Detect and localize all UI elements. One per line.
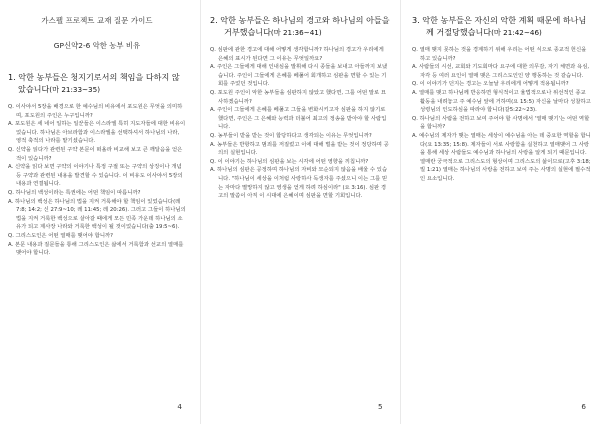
- question-paragraph: [412, 80, 592, 89]
- page-number: 6: [581, 402, 586, 411]
- scripture-range: (마 21:36~41): [270, 28, 322, 37]
- question-paragraph: [8, 103, 186, 120]
- section-heading-1: [8, 71, 186, 96]
- q-text: 농부들이 받을 받는 것이 합당하다고 생각되는 이유는 무엇입니까?: [217, 132, 372, 139]
- a-prefix: A.: [8, 241, 14, 248]
- a-text: 주인은 그들에게 대해 인내심을 발휘해 다시 종들을 보내고 아들까지 보냈습니다. 주인이 그들에게 은혜를 베풀어 회개하고 심판을 면할 수 있는 기회를 주었던 것입니다.: [216, 64, 388, 88]
- q-prefix: Q.: [8, 104, 14, 110]
- page-5: [200, 0, 400, 424]
- q-prefix: Q.: [210, 132, 216, 139]
- q-text: 열매 맺지 못하는 것을 경계하기 위해 우리는 어떤 식으로 종교적 헌신을 하고 있습니까?: [419, 47, 587, 62]
- q-text: 이사야서 5장을 배경으로 한 예수님의 비유에서 포도원은 무엇을 의미하며, 포도원의 주인은 누구입니까?: [15, 104, 183, 119]
- section-heading-text: 1. 악한 농부들은 청지기로서의 책임을 다하지 않았습니다: [8, 72, 180, 94]
- q-text: 신약을 읽다가 관련된 구약 본문이 떠올라 비교해 보고 큰 깨달음을 얻은 적이 있습니까?: [15, 146, 183, 162]
- answer-paragraph: [210, 141, 390, 158]
- a-text: 농부들은 반항하고 범죄를 저질렀고 이에 대해 벌을 받는 것이 정당하며 공의의 실현입니다.: [216, 141, 389, 157]
- q-text: 심판에 관한 경고에 대해 어떻게 생각합니까? 하나님의 경고가 우리에게 은혜의 표시가 된다면 그 이유는 무엇일까요?: [217, 47, 384, 62]
- a-prefix: A.: [412, 89, 418, 96]
- answer-paragraph: [210, 166, 390, 200]
- q-prefix: Q.: [412, 47, 418, 53]
- question-paragraph: [210, 132, 390, 141]
- a-prefix: A.: [210, 107, 216, 114]
- a-text: 하나님의 심판은 공정하며 하나님의 자비와 모순되지 않음을 배울 수 있습니다. "하나님이 세상을 이처럼 사랑하사 독생자를 주셨으니 이는 그를 믿는 자마다 멸망하지 않고 영생을 얻게 하려 하심이라" (요 3:16). 심판 경고의 말씀이 아직 이 시대에 은혜이며 심판을 면할 기회입니다.: [216, 167, 388, 200]
- qa-list: [412, 46, 592, 184]
- question-paragraph: [8, 146, 186, 163]
- q-prefix: Q.: [412, 115, 418, 122]
- page-number: 5: [378, 402, 383, 411]
- q-text: 이 이야기는 하나님의 심판을 보는 시각에 어떤 영향을 끼칩니까?: [217, 158, 369, 165]
- document-title: 가스펠 프로젝트 교재 질문 가이드: [41, 16, 153, 25]
- a-prefix: A.: [8, 121, 14, 128]
- answer-paragraph: [210, 63, 390, 89]
- q-text: 하나님의 백성이라는 특권에는 어떤 책임이 따릅니까?: [15, 189, 141, 196]
- question-paragraph: [8, 232, 186, 241]
- page-4: [0, 0, 200, 424]
- answer-paragraph: [210, 106, 390, 132]
- a-prefix: A.: [210, 141, 216, 148]
- a-prefix: A.: [8, 164, 14, 171]
- question-paragraph: [412, 46, 592, 63]
- question-paragraph: [210, 158, 390, 167]
- a-text: 사람들의 시선, 교회와 기도회마다 요구에 대한 의무감, 자기 체면과 욕심, 자각 등 여러 요인이 열매 맺은 그리스도인인 양 행동하는 것 같습니다.: [418, 64, 590, 79]
- scripture-range: (마 21:42~46): [491, 28, 542, 37]
- q-prefix: Q.: [210, 47, 216, 53]
- a-prefix: A.: [412, 132, 418, 139]
- a-text: 포도원은 세 네어 일하는 일꾼들은 이스라엘 특히 지도자들에 대한 비유이었습니다. 하나님은 아브라함과 이스라엘을 선택하셔서 하나님의 나라, 영적 축적의 나라를 맡기셨습니다.: [14, 121, 186, 145]
- question-paragraph: [412, 115, 592, 132]
- section-heading-2: [210, 14, 390, 39]
- q-text: 이 이야기가 던지는 경고는 오늘날 우리에게 어떻게 적용됩니까?: [419, 81, 569, 88]
- q-prefix: Q.: [8, 232, 14, 239]
- q-text: 하나님의 사람을 전하고 보여 주어야 할 사명에서 '열매 맺기'는 어떤 역할을 합니까?: [419, 115, 590, 131]
- q-prefix: Q.: [8, 146, 14, 153]
- page-6: [400, 0, 600, 424]
- q-prefix: Q.: [210, 158, 216, 165]
- section-heading-3: [412, 14, 592, 39]
- a-text: 신약을 읽다 보면 구약의 이야기나 특정 구절 또는 구약의 상징이나 개념 등 구약과 관련된 내용을 발견할 수 있습니다. 이 비유도 이사야서 5장의 내용과 연결됩니다.: [14, 164, 183, 188]
- answer-paragraph: [8, 120, 186, 146]
- answer-paragraph: [412, 63, 592, 80]
- a-text: 하나님의 백성은 하나님의 법을 지켜 거룩해야 할 책임이 있었습니다(레 7:8; 14:2; 신 27:9~10; 레 11:45; 레 20:26). 그러고 그들이 하나님의 법을 지켜 거룩한 백성으로 살아갈 때에게 모든 민족 가운데 하나님의 소유가 되고 제사장 나라와 거룩한 백성이 될 것이었습니다(출 19:5~6).: [14, 198, 186, 231]
- answer-paragraph: [8, 241, 186, 258]
- a-prefix: A.: [210, 64, 216, 71]
- lesson-subtitle: GP신약2-6 악한 농부 비유: [53, 41, 141, 50]
- q-text: 포도원 주인이 악한 농부들을 심판하지 않았고 했다면, 그를 어떤 말로 묘사하겠습니까?: [217, 89, 386, 105]
- q-text: 그리스도인은 어떤 열매를 맺어야 합니까?: [15, 232, 113, 239]
- page-number: 4: [177, 402, 182, 411]
- question-paragraph: [8, 189, 186, 198]
- a-text: 예수님의 제자가 맺는 열매는 세상이 예수님을 아는 데 중요한 역할을 합니다(요 13:35; 15:8). 제자들이 서로 사랑함을 실천하고 열매맺어 그 사랑을 통해 세상 사람들도 예수님과 하나님의 사랑을 알게 되기 때문입니다. 열매란 궁극적으로 그리스도의 형상이며 그리스도의 삶이므로(고후 3:18; 빌 1:21) 열매는 하나님의 사랑을 전하고 보여 주는 사명의 실현에 필수적인 요소입니다.: [418, 132, 591, 182]
- section-heading-text: 2. 악한 농부들은 하나님의 경고와 하나님의 아들을 거부했습니다: [210, 15, 390, 37]
- a-prefix: A.: [8, 198, 14, 205]
- a-prefix: A.: [210, 167, 216, 174]
- q-prefix: Q.: [8, 189, 14, 196]
- answer-paragraph: [8, 163, 186, 189]
- question-paragraph: [210, 46, 390, 63]
- question-paragraph: [210, 89, 390, 106]
- a-text: 본문 내용과 질문들을 통해 그리스도인은 삶에서 거룩함과 선교의 열매를 맺어야 합니다.: [14, 241, 184, 257]
- qa-list: [8, 103, 186, 258]
- section-heading-text: 3. 악한 농부들은 자신의 악한 계획 때문에 하나님께 거절당했습니다: [412, 15, 587, 37]
- a-text: 열매를 맺고 하나님께 반응하면 형식적이고 율법적으로나 위선적인 종교 활동을 내려놓고 주 예수님 앞에 거하며(요 15:5) 자신을 날마다 성찰하고 성령님의 인도하심을 따라야 합니다(갈5:22~23).: [418, 89, 591, 114]
- answer-paragraph: [412, 132, 592, 184]
- a-prefix: A.: [412, 64, 418, 71]
- answer-paragraph: [412, 89, 592, 115]
- qa-list: [210, 46, 390, 201]
- scripture-range: (마 21:33~35): [49, 85, 100, 94]
- a-text: 주인이 그들에게 은혜를 베풀고 그들을 변화시키고자 심판을 하지 않기로 했다면, 주인은 그 은혜와 능력과 더불어 최고의 정송을 받아야 할 사람입니다.: [216, 107, 387, 131]
- answer-paragraph: [8, 198, 186, 232]
- q-prefix: Q.: [210, 89, 216, 96]
- q-prefix: Q.: [412, 81, 418, 88]
